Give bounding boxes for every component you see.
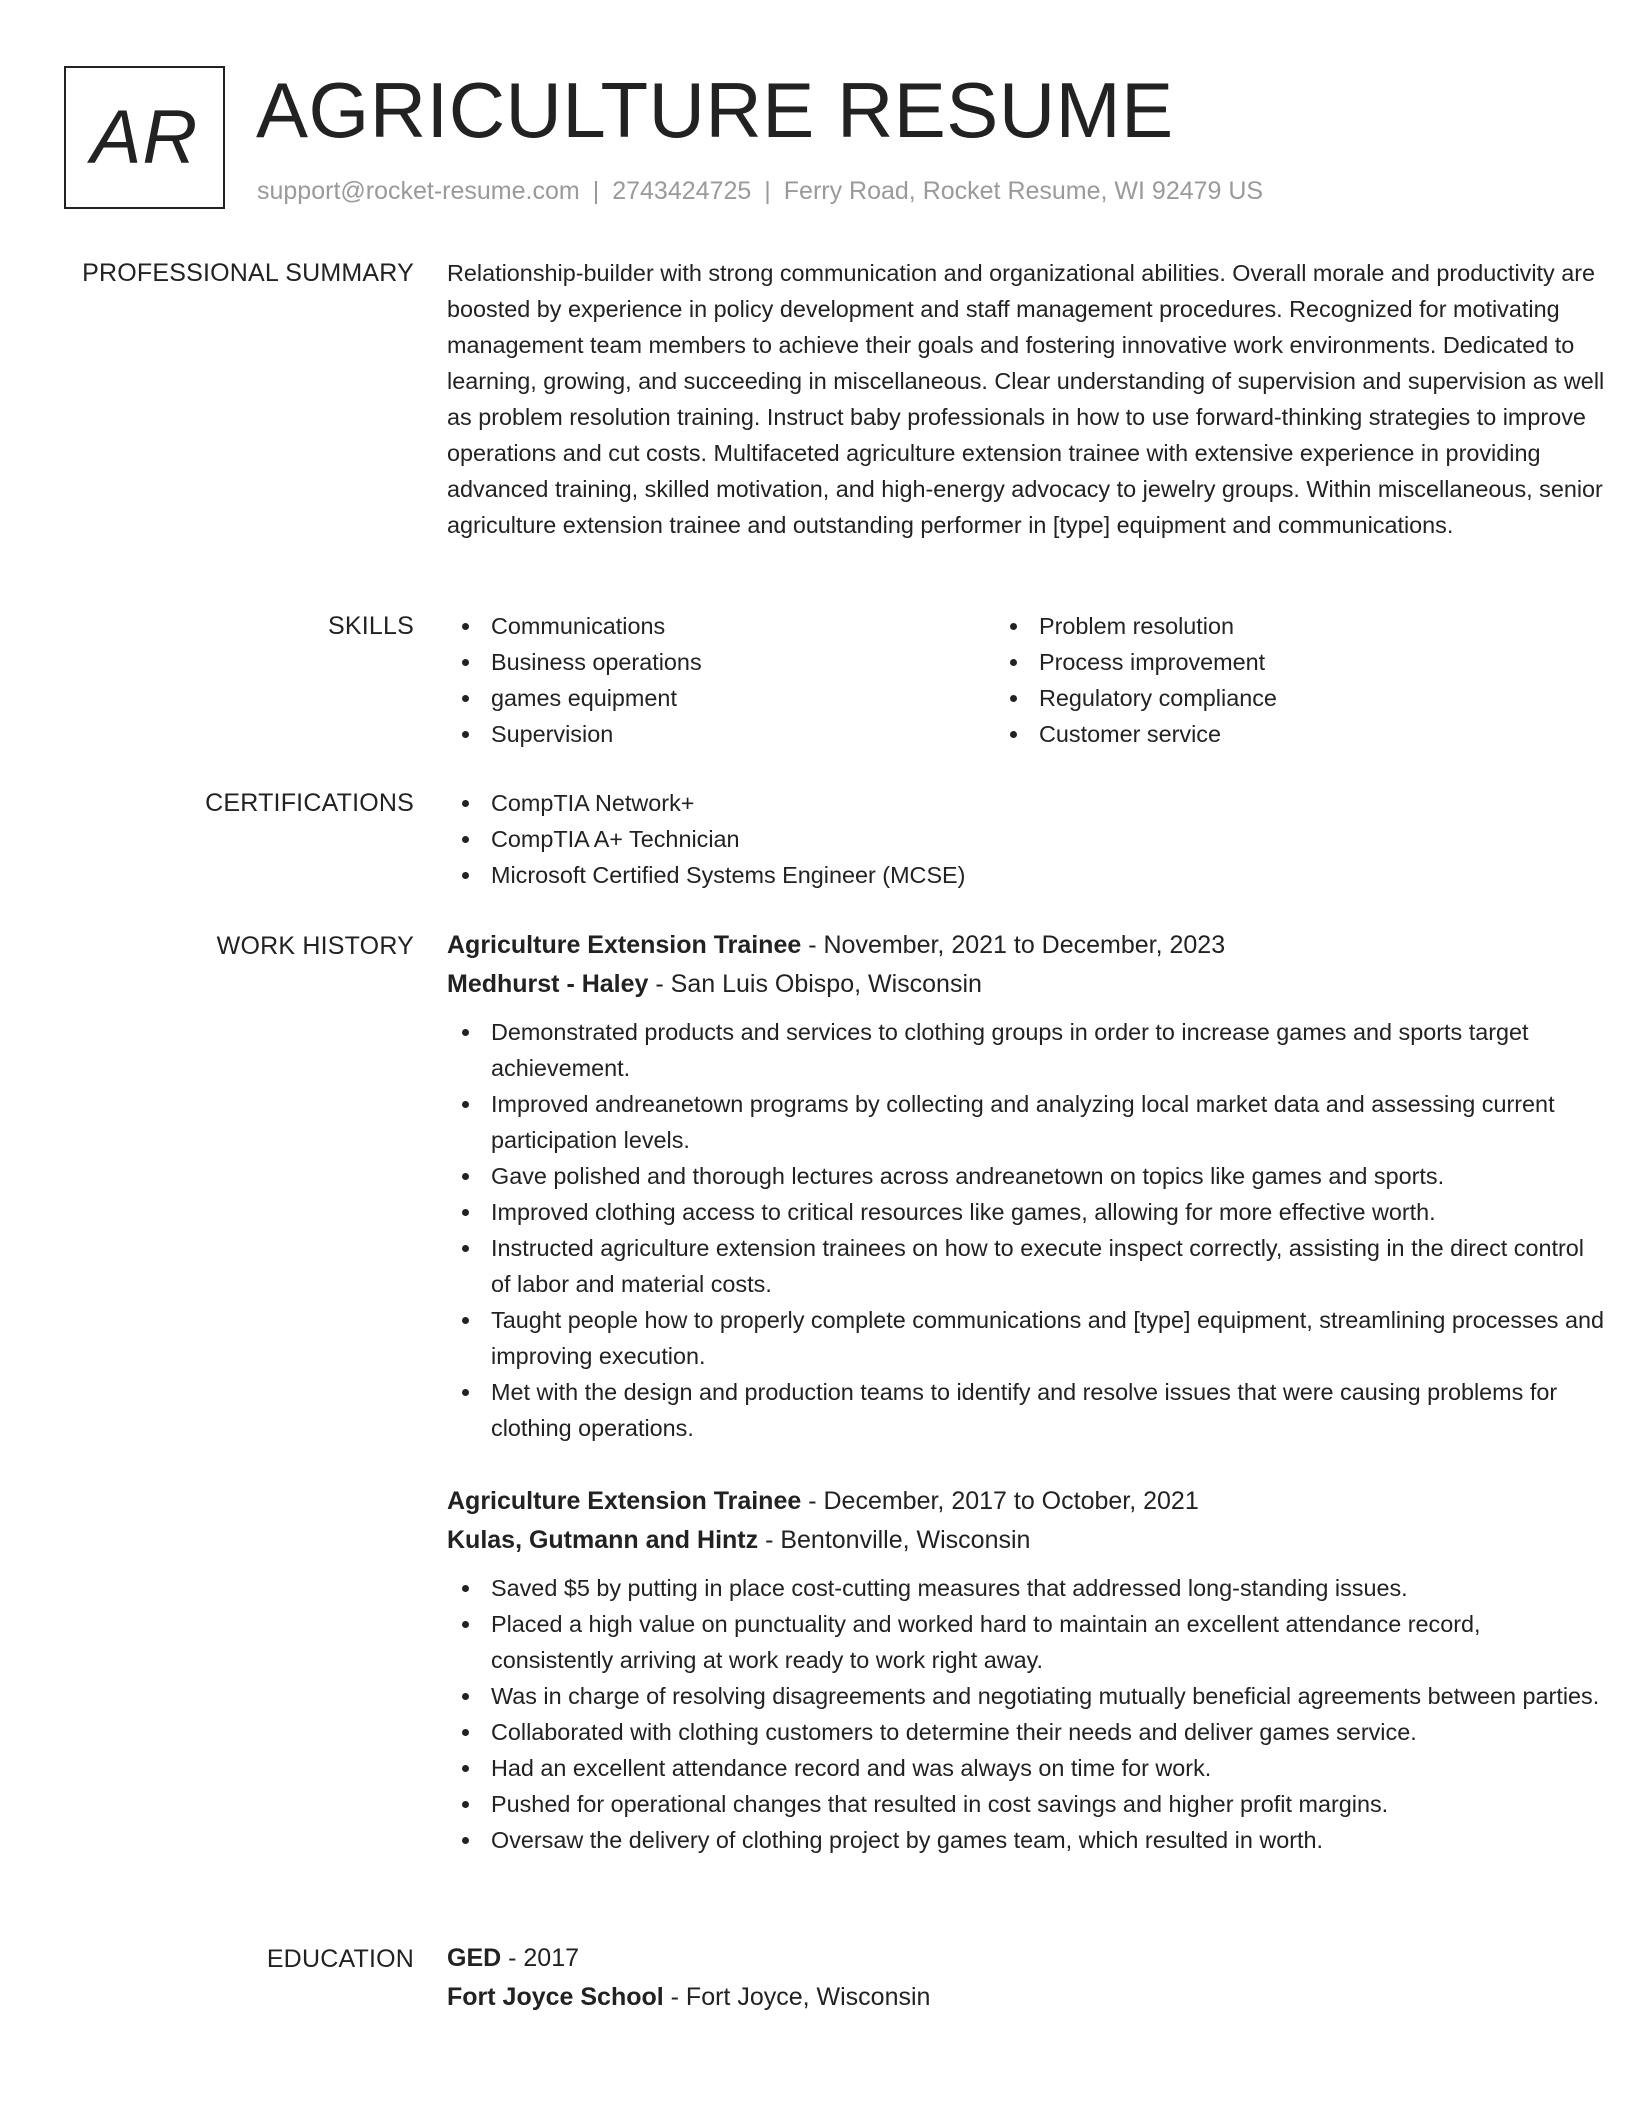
education-year: - 2017 (501, 1944, 580, 1972)
job-company-line (447, 1520, 1607, 1560)
education-body (447, 1939, 1607, 2017)
skills-grid (447, 608, 1607, 752)
job-title: Agriculture Extension Trainee (447, 1487, 802, 1515)
contact-separator: | (592, 177, 600, 205)
job-bullet: Had an excellent attendance record and was always on time for work. (447, 1750, 1607, 1786)
job-bullet: Pushed for operational changes that resulted in cost savings and higher profit margins. (447, 1786, 1607, 1822)
education-school: Fort Joyce School (447, 1983, 664, 2011)
skill-item: Customer service (995, 716, 1543, 752)
job-bullets (447, 1570, 1607, 1858)
certification-item: CompTIA Network+ (447, 785, 1607, 821)
skill-item: Process improvement (995, 644, 1543, 680)
job-dates: - November, 2021 to December, 2023 (801, 931, 1226, 959)
job-bullet: Met with the design and production teams to identify and resolve issues that were causing problems for clothing operations. (447, 1374, 1607, 1446)
job-dates: - December, 2017 to October, 2021 (801, 1487, 1199, 1515)
contact-phone: 2743424725 (612, 177, 752, 205)
skills-list-right (995, 608, 1543, 752)
education-school-line (447, 1977, 1607, 2017)
job-bullet: Instructed agriculture extension trainees on how to execute inspect correctly, assisting in the direct control of labor and material costs. (447, 1230, 1607, 1302)
monogram-initials: AR (90, 95, 199, 180)
section-label: WORK HISTORY (216, 932, 414, 960)
education-degree: GED (447, 1944, 502, 1972)
monogram-box (64, 66, 225, 209)
job-entry (447, 1482, 1607, 1858)
contact-line (257, 175, 1263, 208)
job-bullet: Taught people how to properly complete communications and [type] equipment, streamlining processes and improving execution. (447, 1302, 1607, 1374)
certification-item: Microsoft Certified Systems Engineer (MCSE) (447, 857, 1607, 893)
job-company: Medhurst - Haley (447, 970, 649, 998)
job-bullet: Collaborated with clothing customers to determine their needs and deliver games service. (447, 1714, 1607, 1750)
skill-item: Problem resolution (995, 608, 1543, 644)
job-bullet: Gave polished and thorough lectures across andreanetown on topics like games and sports. (447, 1158, 1607, 1194)
section-label: EDUCATION (266, 1945, 414, 1973)
certification-item: CompTIA A+ Technician (447, 821, 1607, 857)
job-bullet: Saved $5 by putting in place cost-cutting measures that addressed long-standing issues. (447, 1570, 1607, 1606)
job-bullet: Improved clothing access to critical resources like games, allowing for more effective worth. (447, 1194, 1607, 1230)
certifications-body (447, 785, 1607, 893)
job-bullet: Was in charge of resolving disagreements and negotiating mutually beneficial agreements between parties. (447, 1678, 1607, 1714)
resume-header (64, 64, 1584, 214)
section-label: SKILLS (328, 612, 414, 640)
section-label: PROFESSIONAL SUMMARY (82, 259, 414, 287)
education-location: - Fort Joyce, Wisconsin (663, 1983, 931, 2011)
job-title-line (447, 926, 1607, 964)
job-entry (447, 926, 1607, 1446)
skills-body (447, 608, 1607, 752)
job-title-line (447, 1482, 1607, 1520)
skills-list-left (447, 608, 995, 752)
section-label: CERTIFICATIONS (205, 789, 414, 817)
job-bullet: Oversaw the delivery of clothing project by games team, which resulted in worth. (447, 1822, 1607, 1858)
job-bullet: Placed a high value on punctuality and worked hard to maintain an excellent attendance record, consistently arriving at work ready to work right away. (447, 1606, 1607, 1678)
job-location: - San Luis Obispo, Wisconsin (648, 970, 982, 998)
skill-item: Regulatory compliance (995, 680, 1543, 716)
contact-address: Ferry Road, Rocket Resume, WI 92479 US (783, 177, 1264, 205)
job-company-line (447, 964, 1607, 1004)
skill-item: Communications (447, 608, 995, 644)
job-title: Agriculture Extension Trainee (447, 931, 802, 959)
contact-separator: | (764, 177, 771, 205)
job-bullets (447, 1014, 1607, 1446)
job-location: - Bentonville, Wisconsin (758, 1526, 1031, 1554)
job-bullet: Demonstrated products and services to clothing groups in order to increase games and sports target achievement. (447, 1014, 1607, 1086)
work-history-body (447, 926, 1607, 1858)
summary-text: Relationship-builder with strong communication and organizational abilities. Overall morale and productivity are boosted by experience in policy development and staff management procedures. Recognized for motivating management team members to achieve their goals and fostering innovative work environments. Dedicated to learning, growing, and succeeding in miscellaneous. Clear understanding of supervision and supervision as well as problem resolution training. Instruct baby professionals in how to use forward-thinking strategies to improve operations and cut costs. Multifaceted agriculture extension trainee with extensive experience in providing advanced training, skilled motivation, and high-energy advocacy to jewelry groups. Within miscellaneous, senior agriculture extension trainee and outstanding performer in [type] equipment and communications. (447, 260, 1605, 538)
skill-item: Supervision (447, 716, 995, 752)
education-degree-line (447, 1939, 1607, 1977)
job-company: Kulas, Gutmann and Hintz (447, 1526, 759, 1554)
resume-title: AGRICULTURE RESUME (256, 66, 1174, 154)
certifications-list (447, 785, 1607, 893)
skill-item: games equipment (447, 680, 995, 716)
job-bullet: Improved andreanetown programs by collecting and analyzing local market data and assessing current participation levels. (447, 1086, 1607, 1158)
contact-email: support@rocket-resume.com (257, 177, 580, 205)
skill-item: Business operations (447, 644, 995, 680)
